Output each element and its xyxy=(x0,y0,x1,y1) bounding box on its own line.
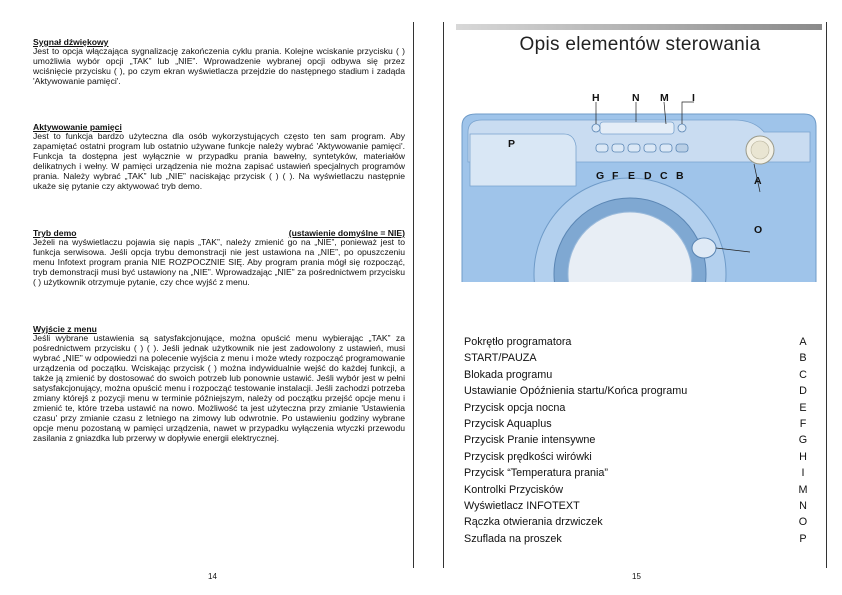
legend-code: N xyxy=(799,500,807,513)
callout-i: I xyxy=(692,92,695,104)
left-page xyxy=(22,22,414,582)
detergent-drawer xyxy=(470,134,576,186)
legend-code: F xyxy=(799,418,807,431)
callout-n: N xyxy=(632,92,640,104)
legend-label: Przycisk Pranie intensywne xyxy=(464,434,596,447)
page-number: 14 xyxy=(208,572,217,581)
legend-row xyxy=(464,350,810,366)
section-title: Aktywowanie pamięci xyxy=(33,122,122,132)
legend-code: G xyxy=(798,434,808,447)
legend-row xyxy=(464,432,810,448)
section-sound-signal xyxy=(33,37,405,87)
right-page-right-border xyxy=(826,22,827,568)
page-title: Opis elementów sterowania xyxy=(519,34,761,55)
page-number: 15 xyxy=(632,572,641,581)
legend-label: Ustawianie Opóźnienia startu/Końca programu xyxy=(464,385,688,398)
section-title: Wyjście z menu xyxy=(33,324,97,334)
callout-e: E xyxy=(628,170,636,182)
right-page xyxy=(454,22,826,582)
legend-row xyxy=(464,416,810,432)
callout-b: B xyxy=(676,170,684,182)
legend-row xyxy=(464,498,810,514)
callout-c: C xyxy=(660,170,668,182)
callout-o: O xyxy=(754,224,763,236)
section-body: Jest to opcja włączająca sygnalizację zakończenia cyklu prania. Kolejne wciskanie przycisku ( ) umożliwia wybór opcji „TAK” lub „NIE”. Wprowadzenie wybranej opcji odbywa się przez wciśnięcie przycisku ( ), po czym ekran wyświetlacza przejdzie do następnego stadium i zadąda 'Aktywowanie pamięci'. xyxy=(33,46,405,86)
legend-code: D xyxy=(799,385,807,398)
legend-label: Szuflada na proszek xyxy=(464,532,562,545)
callout-f: F xyxy=(612,170,619,182)
legend-row xyxy=(464,367,810,383)
legend-row xyxy=(464,482,810,498)
legend-code: A xyxy=(799,336,807,348)
legend-label: Przycisk prędkości wirówki xyxy=(464,450,592,463)
callout-g: G xyxy=(596,170,605,182)
legend-row xyxy=(464,334,810,350)
button-i xyxy=(678,124,686,132)
section-body: Jeżeli na wyświetlaczu pojawia się napis „TAK”, należy zmienić go na „NIE”, ponieważ jest to funkcja serwisowa. Jeśli opcja trybu demonstracji nie jest ustawiona na „NIE”, po opuszczeniu menu Infotext program prania NIE ROZPOCZNIE SIĘ. Aby program prania mógł się rozpocząć, tryb demonstracji musi być ustawiony na „NIE”. Wprowadzając „NIE” za pośrednictwem przycisku ( ) użytkownik otrzymuje pytanie, czy chce wyjść z menu. xyxy=(33,237,405,287)
callout-a: A xyxy=(754,175,762,187)
section-title: Sygnał dźwiękowy xyxy=(33,37,109,47)
callout-m: M xyxy=(660,92,669,104)
legend-label: START/PAUZA xyxy=(464,352,537,365)
legend-label: Rączka otwierania drzwiczek xyxy=(464,516,603,529)
legend-code: P xyxy=(799,532,807,545)
right-page-left-border xyxy=(443,22,444,568)
legend-label: Kontrolki Przycisków xyxy=(464,483,563,496)
legend-row xyxy=(464,465,810,481)
section-memory xyxy=(33,122,405,192)
section-demo-mode xyxy=(33,228,405,288)
legend-row xyxy=(464,531,810,547)
callout-p: P xyxy=(508,138,516,150)
legend-code: H xyxy=(799,450,807,463)
legend-label: Przycisk “Temperatura prania” xyxy=(464,467,609,480)
section-title: Tryb demo xyxy=(33,228,77,238)
default-setting-note: (ustawienie domyślne = NIE) xyxy=(288,228,405,238)
section-exit-menu xyxy=(33,324,405,443)
infotext-display xyxy=(600,122,674,134)
section-body: Jest to funkcja bardzo użyteczna dla osób wykorzystujących często ten sam program. Aby zapamiętać ostatni program lub ostatnio używane funkcje należy wybrać 'Aktywowanie pamięci'. Funkcja ta dostępna jest wyłącznie w przypadku prania bawełny, syntetyków, materiałów delikatnych i wełny. W pamięci urządzenia nie można zapisać ustawień specjalnych programów prania. Należy wybrać „TAK” lub „NIE” naciskając przycisk ( ) ( ). Na wyświetlaczu następnie ukaże się pytanie czy aktywować tryb demo. xyxy=(33,131,405,191)
legend-code: M xyxy=(798,483,808,496)
legend-code: O xyxy=(798,516,808,529)
legend-label: Blokada programu xyxy=(464,368,553,381)
door-handle xyxy=(692,238,716,258)
callout-d: D xyxy=(644,170,652,182)
legend-code: B xyxy=(799,352,807,365)
legend-row xyxy=(464,400,810,416)
legend-row xyxy=(464,383,810,399)
legend-label: Przycisk opcja nocna xyxy=(464,401,566,414)
legend-row xyxy=(464,449,810,465)
legend-label: Wyświetlacz INFOTEXT xyxy=(464,500,580,513)
legend-label: Pokrętło programatora xyxy=(464,336,572,348)
washing-machine-illustration xyxy=(454,62,826,282)
button-h xyxy=(592,124,600,132)
section-body: Jeśli wybrane ustawienia są satysfakcjonujące, można opuścić menu wybierając „TAK” za pośrednictwem przycisku ( ) ( ). Jeśli jednak użytkownik nie jest zadowolony z ustawień, musi wybrać „NIE” w odpowiedzi na polecenie wyjścia z menu i może wtedy rozpocząć programowanie urządzenia od początku. Wciskając przycisk ( ) można indywidualnie wejść do każdej funkcji, a także ją zmienić by dostosować do swoich potrzeb lub ponownie ustawić. Jeśli wybór jest w pełni satysfakcjonujący, można opuścić menu i rozpocząć testowanie instalacji. Jeśli zachodzi potrzeba zmiany którejś z pozycji menu w terminie późniejszym, należy od początku przejść opcje menu i zmienić te, które trzeba ustawić na nowo. Możliwość ta jest użyteczna przy zmianie 'Ustawienia czasu' przy zmianie czasu z letniego na zimowy lub odwrotnie. Po ustawieniu godziny wybrane opcje menu pozostaną w pamięci urządzenia, nawet w przypadku wyłączenia wtyczki przewodu zasilania z gniazdka lub przerwy w dopływie energii elektrycznej. xyxy=(33,333,405,443)
legend-code: E xyxy=(799,401,807,414)
legend-code: C xyxy=(799,368,807,381)
controls-legend xyxy=(464,334,810,547)
callout-h: H xyxy=(592,92,600,104)
legend-row xyxy=(464,514,810,530)
legend-code: I xyxy=(801,467,805,480)
legend-label: Przycisk Aquaplus xyxy=(464,418,552,431)
